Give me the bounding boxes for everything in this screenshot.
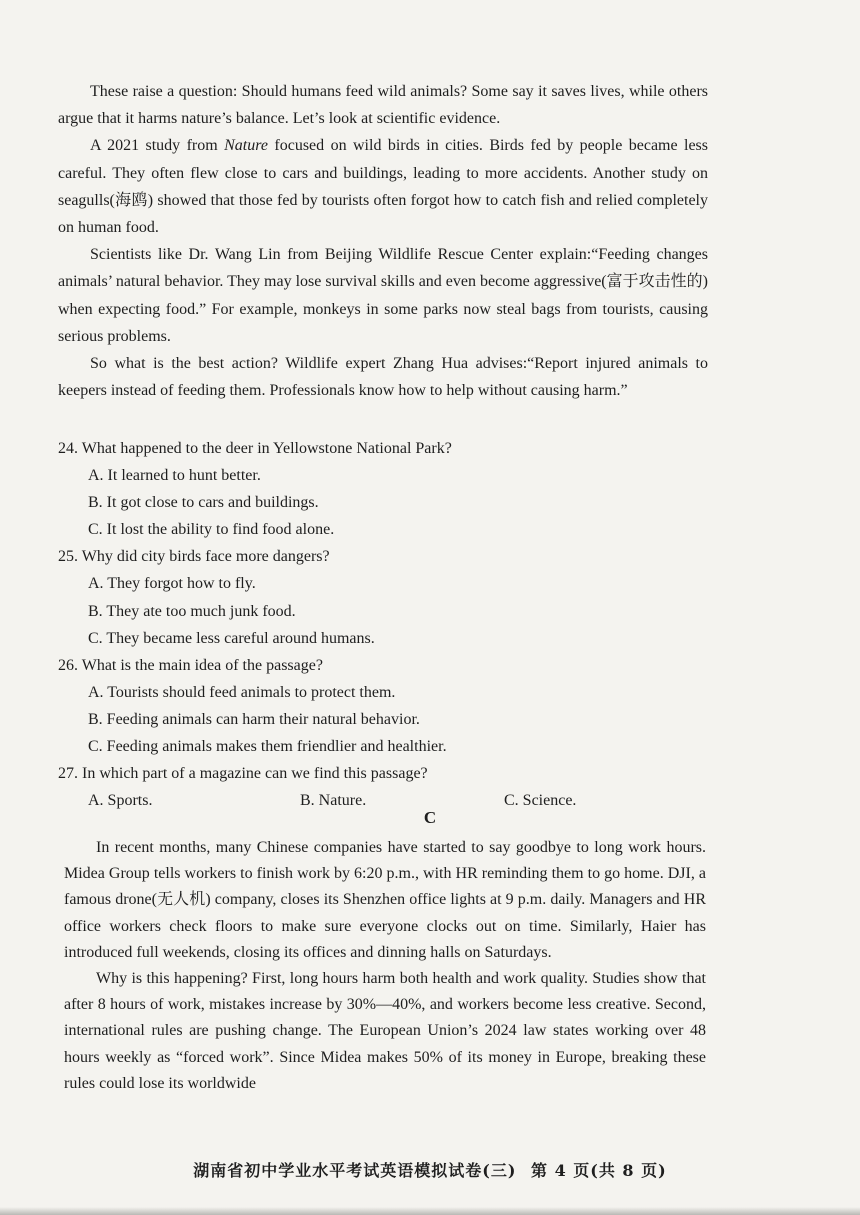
text-fragment: focused on wild birds in cities. Birds fed by people became less careful. They often flew close to cars and buildings, leading to more accidents. Another study on seagulls(海鸥) showed that those fed by tourists often forgot how to catch fish and relied completely on human food. xyxy=(58,137,709,237)
option-a: A. It learned to hunt better. xyxy=(88,467,261,485)
option-b: B. Nature. xyxy=(300,792,367,810)
question-27 xyxy=(58,760,708,814)
page-number: 第 4 页(共 8 页) xyxy=(531,1161,667,1180)
question-26 xyxy=(58,652,708,760)
option-b: B. Feeding animals can harm their natural behavior. xyxy=(88,710,420,728)
question-stem: 24. What happened to the deer in Yellowstone National Park? xyxy=(58,440,452,457)
option-a: A. Sports. xyxy=(88,792,153,810)
option-c: C. It lost the ability to find food alone. xyxy=(88,521,335,539)
scan-edge xyxy=(0,1207,860,1215)
section-heading: C xyxy=(423,808,437,827)
passage-paragraph: In recent months, many Chinese companies have started to say goodbye to long work hours. Midea Group tells workers to finish work by 6:20 p.m., with HR reminding them to go home. DJI, a famous drone(无人机) company, closes its Shenzhen office lights at 9 p.m. daily. Managers and HR office workers check floors to make sure everyone clocks out on time. Similarly, Haier has introduced full weekends, closing its offices and dinning halls on Saturdays. xyxy=(64,839,706,961)
option-b: B. They ate too much junk food. xyxy=(88,602,296,620)
option-c: C. Feeding animals makes them friendlier and healthier. xyxy=(88,738,447,756)
question-list xyxy=(58,435,708,814)
question-24 xyxy=(58,435,708,543)
passage-paragraph: These raise a question: Should humans feed wild animals? Some say it saves lives, while others argue that it harms nature’s balance. Let’s look at scientific evidence. xyxy=(58,83,708,128)
question-stem: 26. What is the main idea of the passage? xyxy=(58,656,323,674)
question-stem: 27. In which part of a magazine can we find this passage? xyxy=(58,765,428,783)
reading-passage-c xyxy=(64,835,706,1097)
option-a: A. Tourists should feed animals to protect them. xyxy=(88,683,396,701)
option-a: A. They forgot how to fly. xyxy=(88,575,256,593)
exam-title: 湖南省初中学业水平考试英语模拟试卷(三) xyxy=(193,1161,517,1180)
journal-name: Nature xyxy=(224,137,268,155)
passage-paragraph: Why is this happening? First, long hours harm both health and work quality. Studies show that after 8 hours of work, mistakes increase by 30%—40%, and workers become less creative. Second, international rules are pushing change. The European Union’s 2024 law states working over 48 hours weekly as “forced work”. Since Midea makes 50% of its money in Europe, breaking these rules could lose its worldwide xyxy=(64,970,706,1092)
question-25 xyxy=(58,543,708,651)
passage-paragraph-nature-study xyxy=(58,132,708,241)
reading-passage-b xyxy=(58,78,708,404)
option-b: B. It got close to cars and buildings. xyxy=(88,494,319,512)
question-stem: 25. Why did city birds face more dangers? xyxy=(58,548,330,566)
page-footer xyxy=(0,1158,860,1181)
passage-paragraph: So what is the best action? Wildlife expert Zhang Hua advises:“Report injured animals to keepers instead of feeding them. Professionals know how to help without causing harm.” xyxy=(58,355,708,400)
text-fragment: A 2021 study from xyxy=(90,137,225,155)
option-c: C. They became less careful around humans. xyxy=(88,629,375,647)
option-c: C. Science. xyxy=(504,792,577,810)
passage-paragraph: Scientists like Dr. Wang Lin from Beijing Wildlife Rescue Center explain:“Feeding changes animals’ natural behavior. They may lose survival skills and even become aggressive(富于攻击性的) when expecting food.” For example, monkeys in some parks now steal bags from tourists, causing serious problems. xyxy=(58,246,708,345)
